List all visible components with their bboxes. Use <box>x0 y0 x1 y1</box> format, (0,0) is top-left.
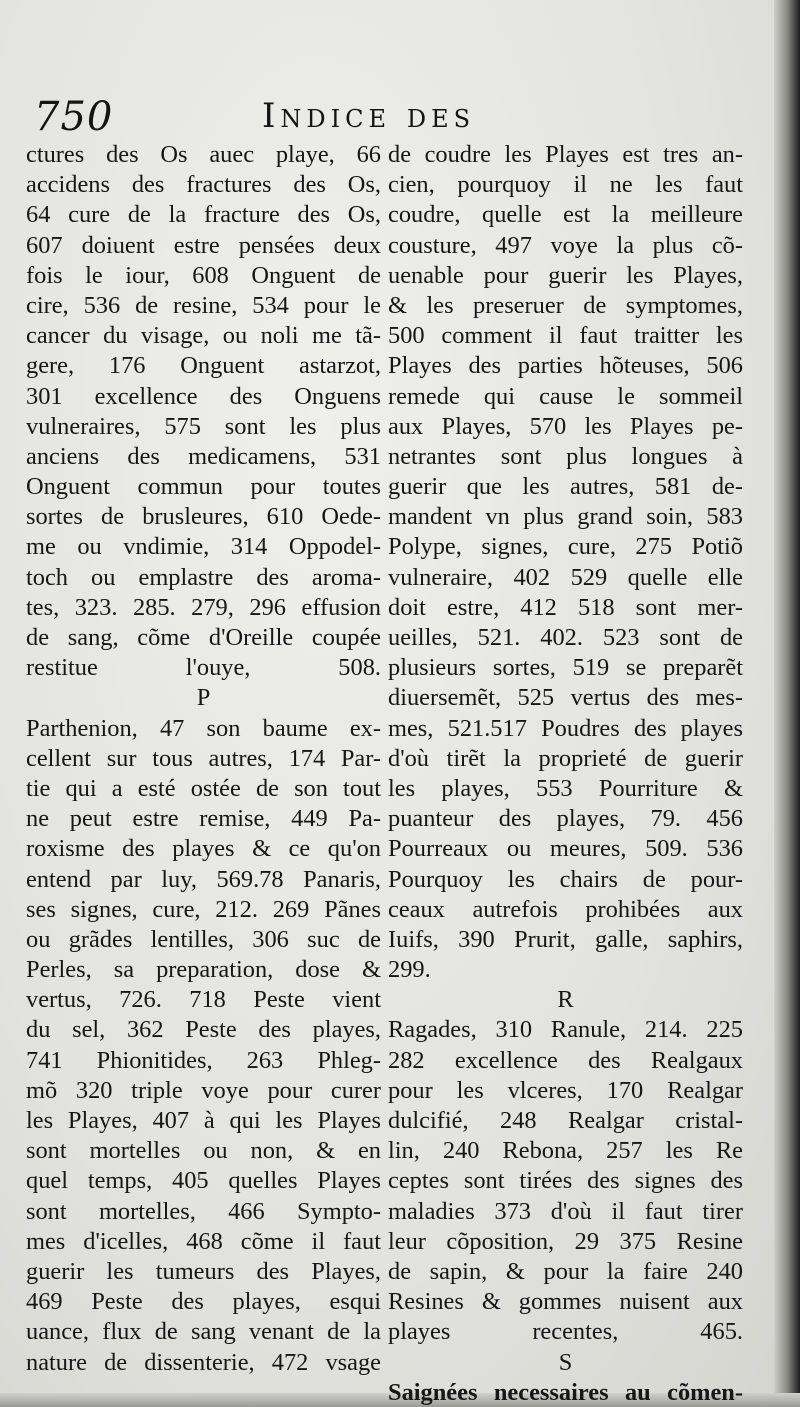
index-line: 301 excellence des Onguens <box>26 382 381 410</box>
index-line: cancer du visage, ou noli me tã- <box>26 322 381 350</box>
index-line: du sel, 362 Peste des playes, <box>26 1016 381 1044</box>
index-line: coudre, quelle est la meilleure <box>388 201 743 229</box>
index-line: Polype, signes, cure, 275 Potiõ <box>388 533 743 561</box>
index-line: fois le iour, 608 Onguent de <box>26 261 381 289</box>
index-line: mandent vn plus grand soin, 583 <box>388 503 743 531</box>
index-line: Parthenion, 47 son baume ex- <box>26 714 381 742</box>
index-line: puanteur des playes, 79. 456 <box>388 805 743 833</box>
index-line: ou grãdes lentilles, 306 suc de <box>26 925 381 953</box>
index-line: nature de dissenterie, 472 vsage <box>26 1348 381 1376</box>
index-line: Ragades, 310 Ranule, 214. 225 <box>388 1016 743 1044</box>
index-line: gere, 176 Onguent astarzot, <box>26 352 381 380</box>
index-line: 64 cure de la fracture des Os, <box>26 201 381 229</box>
index-line: quel temps, 405 quelles Playes <box>26 1167 381 1195</box>
index-line: vertus, 726. 718 Peste vient <box>26 986 381 1014</box>
index-line: mes d'icelles, 468 cõme il faut <box>26 1227 381 1255</box>
index-line: 500 comment il faut traitter les <box>388 322 743 350</box>
index-line: cien, pourquoy il ne les faut <box>388 171 743 199</box>
index-line: d'où tirẽt la proprieté de guerir <box>388 744 743 772</box>
right-column-lines-b <box>388 1015 743 1347</box>
index-line: leur cõposition, 29 375 Resine <box>388 1227 743 1255</box>
index-line: cellent sur tous autres, 174 Par- <box>26 744 381 772</box>
index-line: mõ 320 triple voye pour curer <box>26 1076 381 1104</box>
index-line: entend par luy, 569.78 Panaris, <box>26 865 381 893</box>
index-line: tes, 323. 285. 279, 296 effusion <box>26 593 381 621</box>
index-line: Pourquoy les chairs de pour- <box>388 865 743 893</box>
index-line: roxisme des playes & ce qu'on <box>26 835 381 863</box>
index-line: remede qui cause le sommeil <box>388 382 743 410</box>
index-line: les Playes, 407 à qui les Playes <box>26 1107 381 1134</box>
left-column-lines-b <box>26 714 381 1378</box>
index-line: aux Playes, 570 les Playes pe- <box>388 412 743 440</box>
index-line: pour les vlceres, 170 Realgar <box>388 1076 743 1104</box>
index-line: tie qui a esté ostée de son tout <box>26 774 381 802</box>
section-letter-r: R <box>557 986 574 1014</box>
index-line: ses signes, cure, 212. 269 Pãnes <box>26 895 381 923</box>
index-line: sont mortelles, 466 Sympto- <box>26 1197 381 1225</box>
index-line: ceaux autrefois prohibées aux <box>388 895 743 923</box>
index-line: toch ou emplastre des aroma- <box>26 563 381 591</box>
section-letter-p: P <box>196 684 211 712</box>
index-line: cire, 536 de resine, 534 pour le <box>26 291 381 319</box>
page-gutter-shadow <box>774 0 800 1407</box>
index-line: accidens des fractures des Os, <box>26 171 381 199</box>
index-line: & les preseruer de symptomes, <box>388 291 743 319</box>
index-line: ueilles, 521. 402. 523 sont de <box>388 624 743 651</box>
left-column-lines-a <box>26 140 381 683</box>
index-line: lin, 240 Rebona, 257 les Re <box>388 1137 743 1165</box>
index-line: 282 excellence des Realgaux <box>388 1046 743 1074</box>
index-line: me ou vndimie, 314 Oppodel- <box>26 533 381 561</box>
index-line: Resines & gommes nuisent aux <box>388 1288 743 1316</box>
index-line: vulneraire, 402 529 quelle elle <box>388 563 743 591</box>
index-line: de sang, cõme d'Oreille coupée <box>26 624 381 651</box>
index-line: Iuifs, 390 Prurit, galle, saphirs, <box>388 925 743 953</box>
index-line: guerir que les autres, 581 de- <box>388 473 743 501</box>
index-line: 299. <box>388 956 431 984</box>
index-line: guerir les tumeurs des Playes, <box>26 1257 381 1285</box>
index-line: Pourreaux ou meures, 509. 536 <box>388 835 743 863</box>
index-line: vulneraires, 575 sont les plus <box>26 412 381 440</box>
index-line: sortes de brusleures, 610 Oede- <box>26 503 381 531</box>
index-line: playes recentes, 465. <box>388 1318 743 1346</box>
left-column <box>26 140 381 1378</box>
index-line: 607 doiuent estre pensées deux <box>26 231 381 259</box>
index-line: de sapin, & pour la faire 240 <box>388 1257 743 1285</box>
index-line: anciens des medicamens, 531 <box>26 442 381 470</box>
index-line: Playes des parties hõteuses, 506 <box>388 352 743 380</box>
index-line: Perles, sa preparation, dose & <box>26 956 381 984</box>
index-line: de coudre les Playes est tres an- <box>388 141 743 168</box>
index-line: maladies 373 d'où il faut tirer <box>388 1197 743 1225</box>
right-column <box>388 140 743 1407</box>
index-line: diuersemẽt, 525 vertus des mes- <box>388 684 743 712</box>
index-line: mes, 521.517 Poudres des playes <box>388 714 743 742</box>
index-line: les playes, 553 Pourriture & <box>388 774 743 802</box>
index-line: ne peut estre remise, 449 Pa- <box>26 805 381 833</box>
index-line: sont mortelles ou non, & en <box>26 1137 381 1165</box>
running-title: Indice des <box>262 96 476 136</box>
page-number: 750 <box>34 94 114 140</box>
index-line: 469 Peste des playes, esqui <box>26 1288 381 1316</box>
index-line: Onguent commun pour toutes <box>26 473 381 501</box>
index-line: doit estre, 412 518 sont mer- <box>388 593 743 621</box>
index-line-last: Saignées necessaires au cõmen- <box>388 1378 743 1406</box>
index-line: restitue l'ouye, 508. <box>26 654 381 682</box>
index-line: uenable pour guerir les Playes, <box>388 261 743 289</box>
index-line: ceptes sont tirées des signes des <box>388 1167 743 1195</box>
section-letter-s: S <box>558 1348 573 1376</box>
index-line: plusieurs sortes, 519 se preparẽt <box>388 654 743 682</box>
index-line: netrantes sont plus longues à <box>388 442 743 470</box>
index-line: ctures des Os auec playe, 66 <box>26 141 381 168</box>
index-line: 741 Phionitides, 263 Phleg- <box>26 1046 381 1074</box>
index-line: dulcifié, 248 Realgar cristal- <box>388 1107 743 1134</box>
index-line: uance, flux de sang venant de la <box>26 1318 381 1346</box>
index-line: cousture, 497 voye la plus cõ- <box>388 231 743 259</box>
right-column-lines-a <box>388 140 743 985</box>
page-header <box>30 94 770 142</box>
